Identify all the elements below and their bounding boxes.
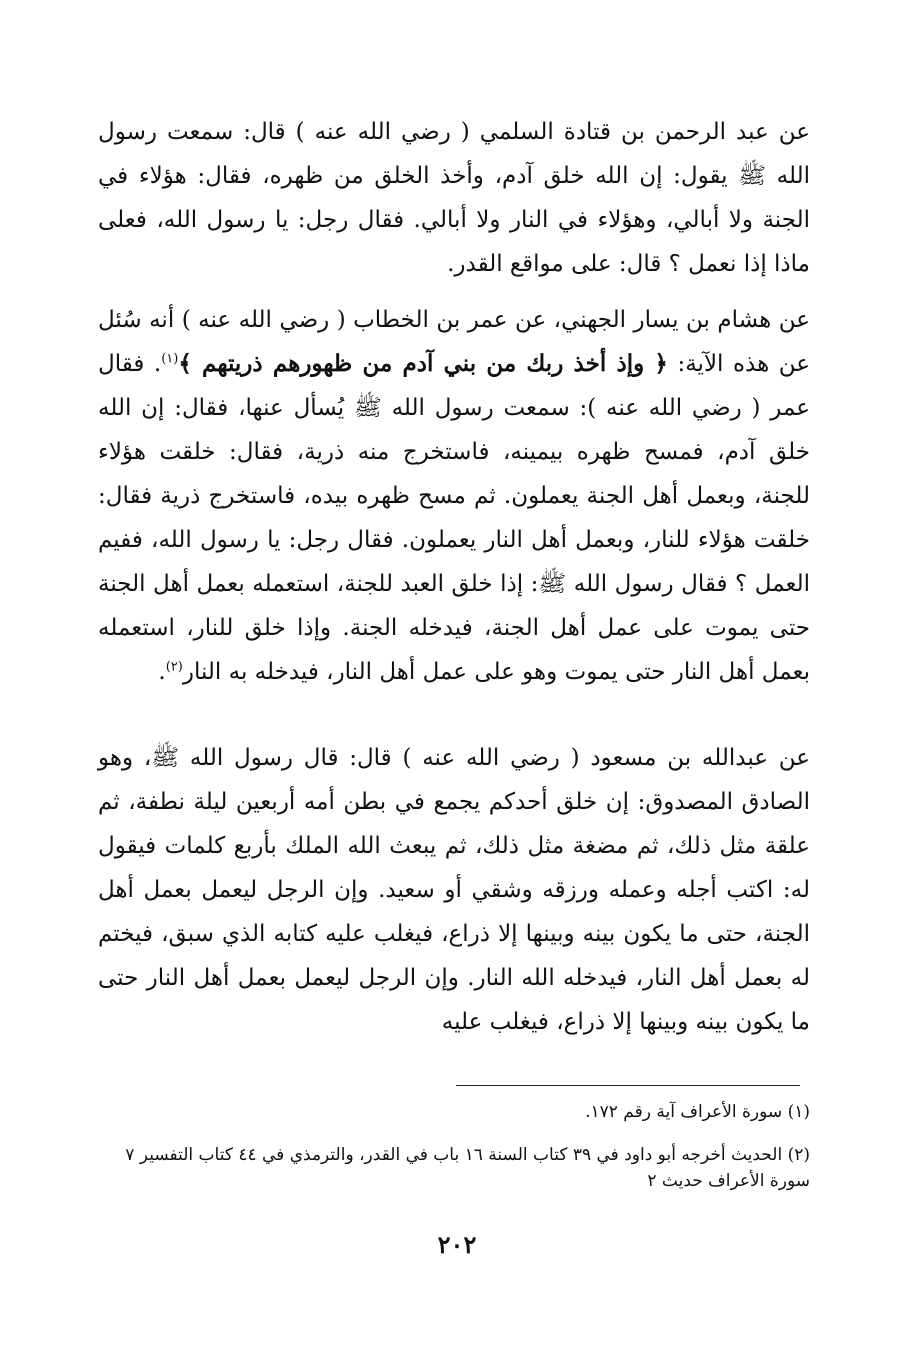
footnote-ref-2: (٢) [165,659,183,675]
page-number: ٢٠٢ [437,1230,477,1259]
footnote-divider [456,1085,800,1086]
hadith-paragraph-3: عن عبدالله بن مسعود ( رضي الله عنه ) قال: قال رسول الله ﷺ، وهو الصادق المصدوق: إن خلق أحدكم يجمع في بطن أمه أربعين ليلة نطفة، ثم علقة مثل ذلك، ثم مضغة مثل ذلك، ثم يبعث الله الملك بأربع كلمات فيقول له: اكتب أجله وعمله ورزقه وشقي أو سعيد. وإن الرجل ليعمل بعمل أهل الجنة، حتى ما يكون بينه وبينها إلا ذراع، فيغلب عليه كتابه الذي سبق، فيختم له بعمل أهل النار، فيدخله الله النار. وإن الرجل ليعمل بعمل أهل النار حتى ما يكون بينه وبينها إلا ذراع، فيغلب عليه [98,745,810,1035]
footnote-2: (٢) الحديث أخرجه أبو داود في ٣٩ كتاب السنة ١٦ باب في القدر، والترمذي في ٤٤ كتاب التفسير ٧ سورة الأعراف حديث ٢ [125,1145,810,1191]
hadith-paragraph-1: عن عبد الرحمن بن قتادة السلمي ( رضي الله عنه ) قال: سمعت رسول الله ﷺ يقول: إن الله خلق آدم، وأخذ الخلق من ظهره، فقال: هؤلاء في الجنة ولا أبالي، وهؤلاء في النار ولا أبالي. فقال رجل: يا رسول الله، فعلى ماذا إذا نعمل ؟ قال: على مواقع القدر. [98,119,810,277]
footnote-1: (١) سورة الأعراف آية رقم ١٧٢. [585,1102,810,1122]
hadith-paragraph-2 [98,298,810,694]
paragraph-2-body: . فقال عمر ( رضي الله عنه ): سمعت رسول الله ﷺ يُسأل عنها، فقال: إن الله خلق آدم، فمسح ظهره بيمينه، فاستخرج منه ذرية، فقال: خلقت هؤلاء للجنة، وبعمل أهل الجنة يعملون. ثم مسح ظهره بيده، فاستخرج ذرية فقال: خلقت هؤلاء للنار، وبعمل أهل النار يعملون. فقال رجل: يا رسول الله، ففيم العمل ؟ فقال رسول الله ﷺ: إذا خلق العبد للجنة، استعمله بعمل أهل الجنة حتى يموت على عمل أهل الجنة، فيدخله الجنة. وإذا خلق للنار، استعمله بعمل أهل النار حتى يموت وهو على عمل أهل النار، فيدخله به النار [98,351,810,685]
quran-verse: ﴿ وإذ أخذ ربك من بني آدم من ظهورهم ذريتهم ﴾ [178,350,668,377]
paragraph-2-end: . [158,659,166,685]
paragraph-2-intro: عن هشام بن يسار الجهني، عن عمر بن الخطاب ( رضي الله عنه ) أنه سُئل عن هذه الآية: [98,307,811,377]
footnote-ref-1: (١) [161,351,179,367]
